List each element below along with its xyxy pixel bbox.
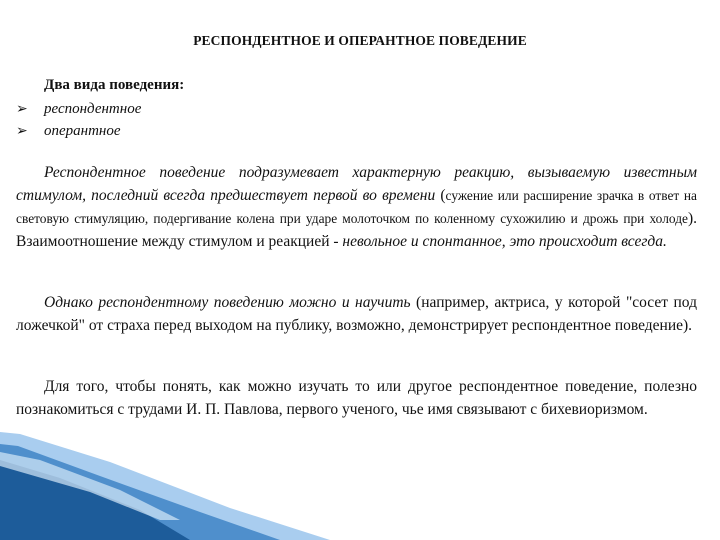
- paragraph-pavlov: [16, 375, 697, 421]
- relation-text: ). Взаимоотношение между стимулом и реакцией -: [16, 210, 697, 250]
- list-item: [16, 98, 141, 120]
- learning-example: (например, актриса, у которой "сосет под ложечкой" от страха перед выходом на публику, возможно, демонстрирует респондентное поведение).: [16, 294, 697, 334]
- decorative-wave: [0, 420, 720, 540]
- list-item-label: респондентное: [44, 101, 142, 117]
- paragraph-learning: [16, 291, 697, 337]
- relation-emphasis: невольное и спонтанное, это происходит всегда.: [342, 233, 667, 250]
- paragraph-respondent-definition: [16, 161, 697, 253]
- arrow-bullet-icon: ➢: [16, 124, 28, 139]
- definition-text: подразумевает характерную реакцию, вызываемую известным стимулом, последний всегда предшествует первой во времени: [16, 164, 697, 204]
- types-heading: Два вида поведения:: [44, 77, 185, 93]
- pavlov-text: Для того, чтобы понять, как можно изучать то или другое респондентное поведение, полезно познакомиться с трудами И. П. Павлова, первого ученого, чье имя связывают с бихевиоризмом.: [16, 378, 697, 418]
- learning-emphasis: Однако респондентному поведению можно и научить: [44, 294, 411, 311]
- arrow-bullet-icon: ➢: [16, 102, 28, 117]
- examples-text: сужение или расширение зрачка в ответ на световую стимуляцию, подергивание колена при ударе молоточком по коленному сухожилию и дрожь при холоде: [16, 188, 697, 226]
- list-item-label: оперантное: [44, 123, 121, 139]
- slide-title: РЕСПОНДЕНТНОЕ И ОПЕРАНТНОЕ ПОВЕДЕНИЕ: [193, 33, 527, 48]
- paren-open: (: [435, 187, 446, 204]
- list-item: [16, 120, 141, 142]
- term-respondent-behavior: Респондентное поведение: [44, 164, 226, 181]
- behavior-types-list: [16, 98, 141, 142]
